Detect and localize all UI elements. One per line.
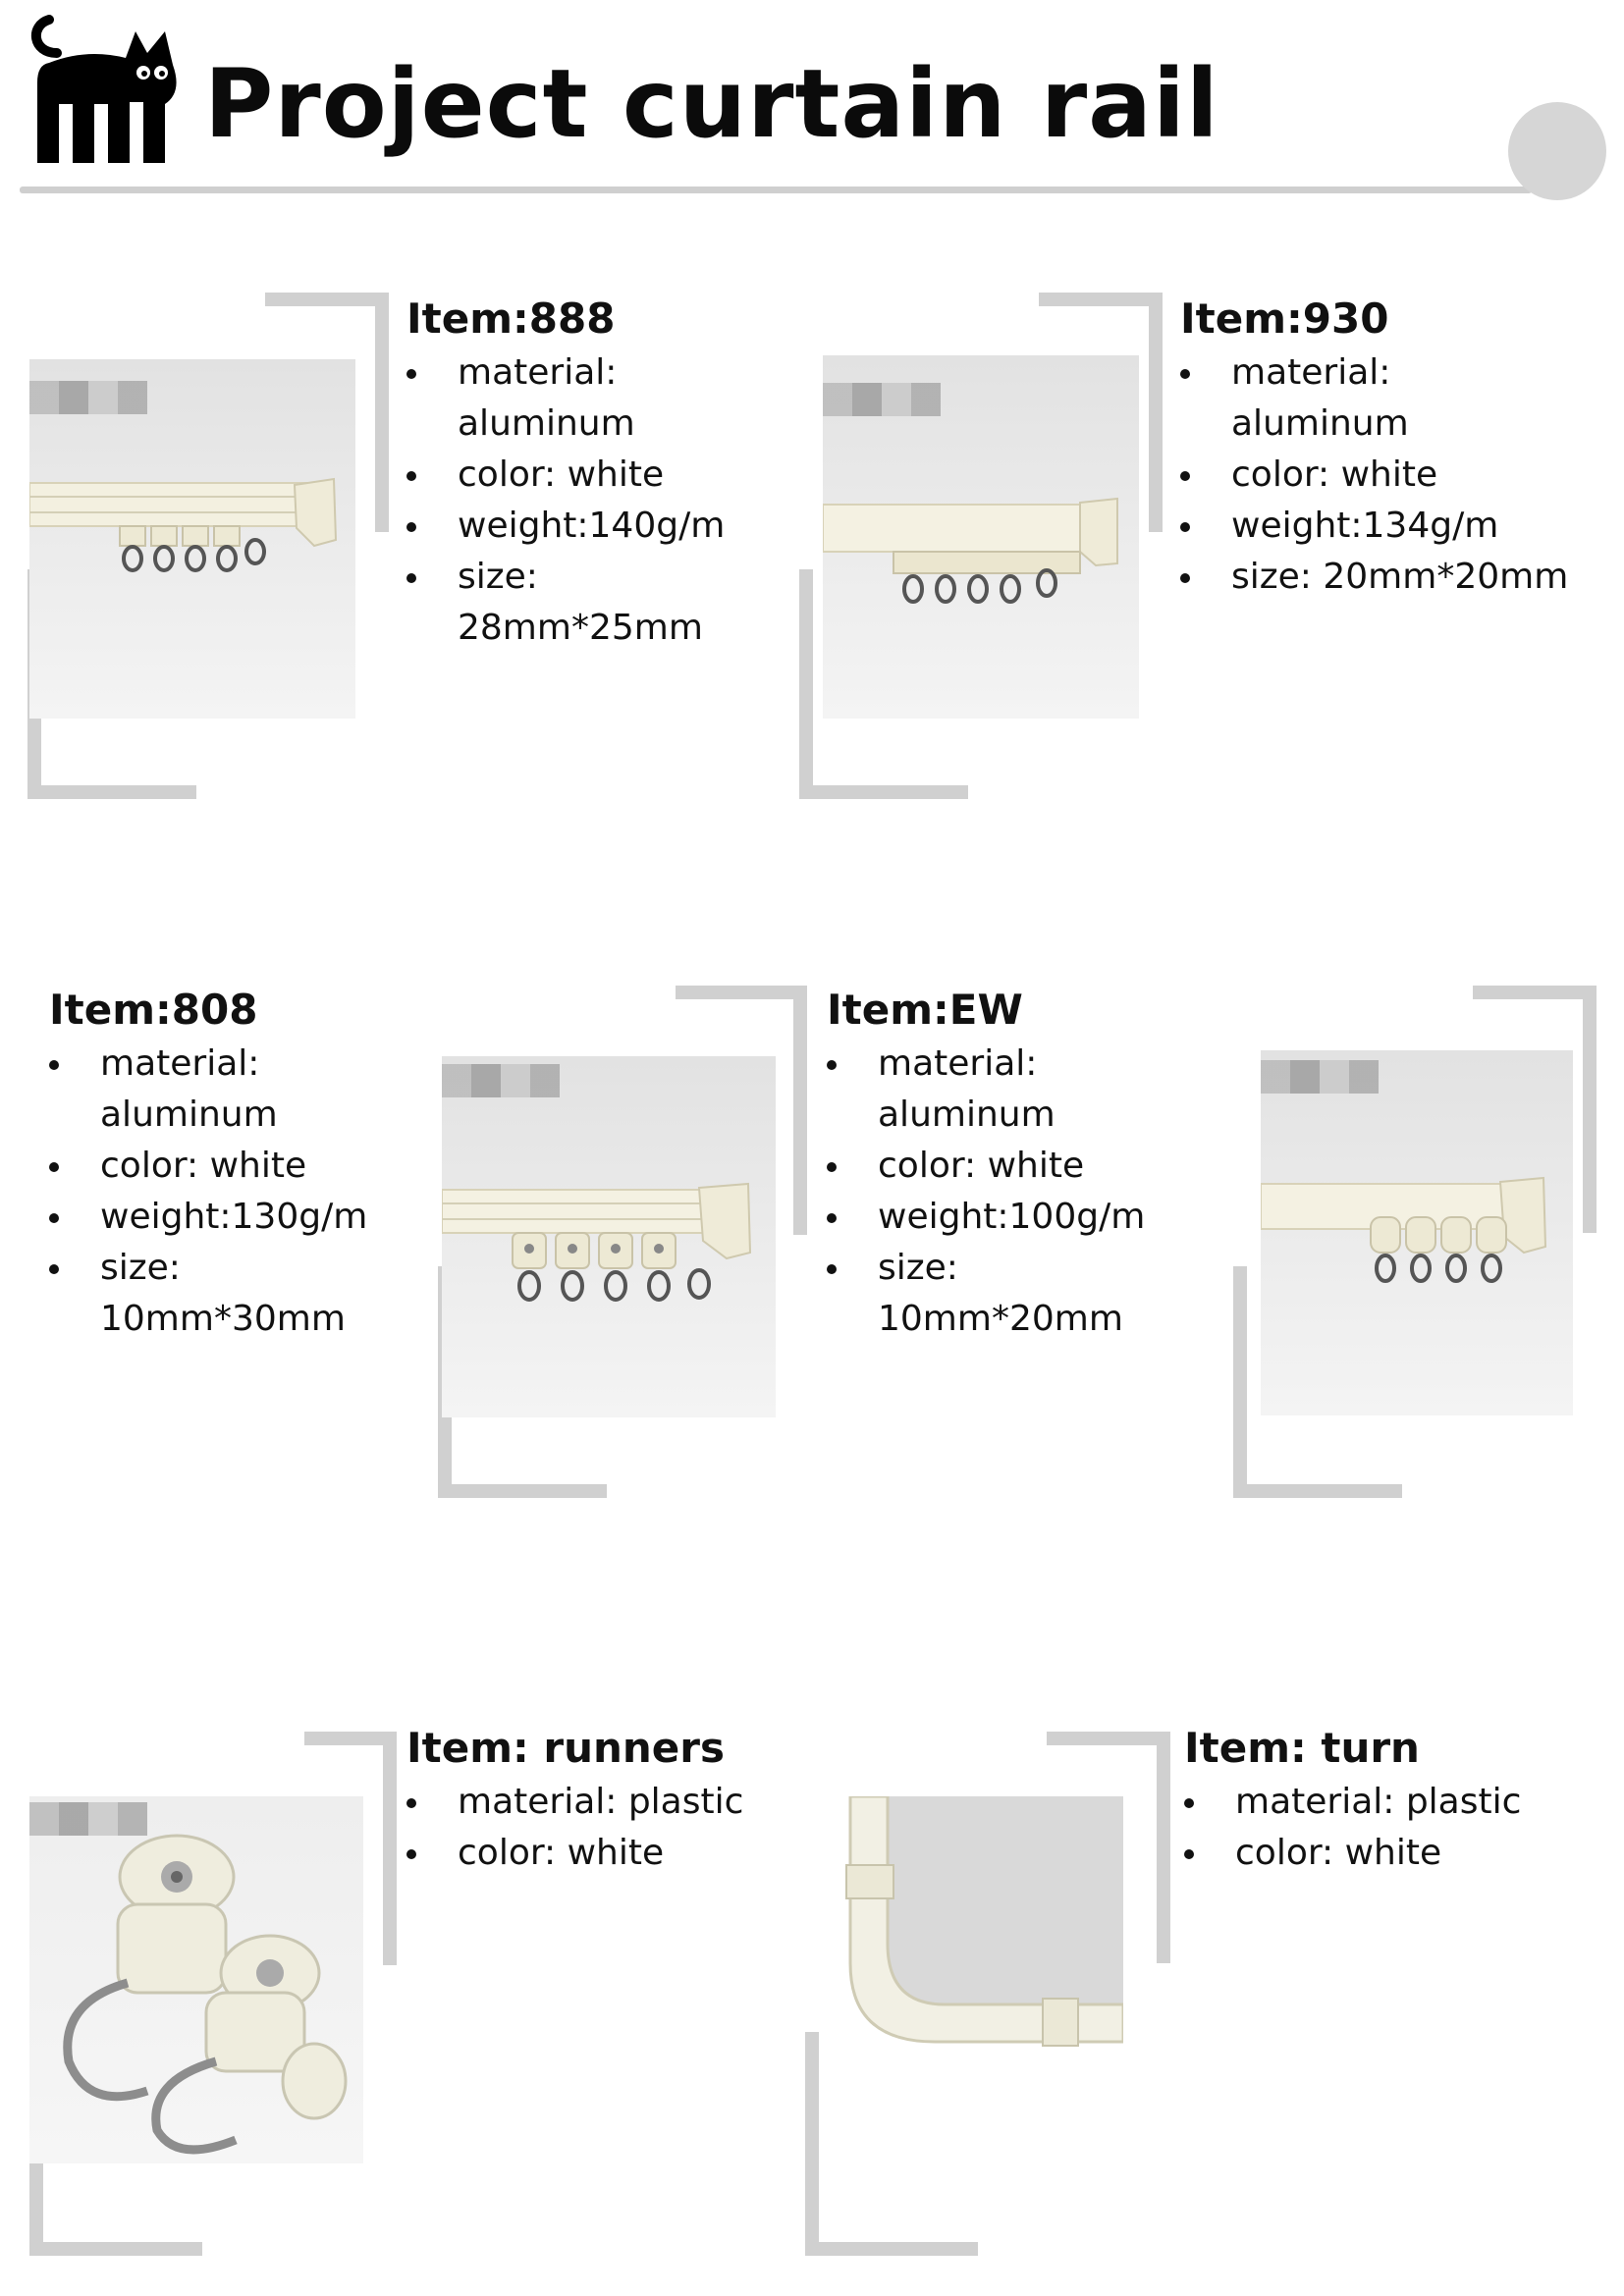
item-title: Item: turn — [1184, 1724, 1420, 1772]
spec-line: weight:100g/m — [827, 1192, 1200, 1243]
spec-line: color: white — [1184, 1828, 1597, 1879]
item-title: Item:EW — [827, 986, 1023, 1034]
spec-line: color: white — [406, 450, 760, 501]
spec-line: weight:130g/m — [49, 1192, 422, 1243]
spec-line-continued: aluminum — [1231, 403, 1409, 445]
spec-block-turn — [1184, 1724, 1597, 1879]
spec-line: material: — [406, 347, 760, 399]
item-title: Item:808 — [49, 986, 258, 1034]
spec-line: size: 20mm*20mm — [1180, 552, 1612, 603]
spec-line: size: — [49, 1243, 422, 1294]
spec-line-continued: 10mm*20mm — [878, 1299, 1123, 1340]
spec-line: size: — [827, 1243, 1200, 1294]
spec-line: material: — [49, 1039, 422, 1090]
spec-line: color: white — [827, 1141, 1200, 1192]
spec-line: material: plastic — [406, 1777, 819, 1828]
spec-line: material: — [1180, 347, 1612, 399]
spec-list — [1180, 347, 1612, 603]
item-title: Item: runners — [406, 1724, 725, 1772]
spec-list — [827, 1039, 1200, 1345]
spec-line: color: white — [1180, 450, 1612, 501]
item-title: Item:930 — [1180, 294, 1389, 343]
product-photo-ew — [1261, 1050, 1573, 1415]
spec-line-continued: 28mm*25mm — [458, 608, 703, 649]
spec-list — [406, 347, 760, 654]
product-photo-turn — [837, 1796, 1123, 2163]
spec-line: color: white — [49, 1141, 422, 1192]
spec-list — [406, 1777, 819, 1879]
page-title: Project curtain rail — [204, 49, 1219, 159]
product-photo-808 — [442, 1056, 776, 1417]
spec-line: weight:134g/m — [1180, 501, 1612, 552]
spec-line-continued: aluminum — [100, 1095, 278, 1136]
product-photo-888 — [29, 359, 355, 719]
spec-block-runners — [406, 1724, 819, 1879]
spec-line-continued: aluminum — [458, 403, 635, 445]
spec-line: weight:140g/m — [406, 501, 760, 552]
spec-line: color: white — [406, 1828, 819, 1879]
cat-logo-icon — [27, 14, 185, 171]
product-photo-runners — [29, 1796, 363, 2163]
spec-block-808 — [49, 986, 422, 1345]
title-circle-decoration — [1508, 102, 1606, 200]
spec-block-888 — [406, 294, 760, 654]
spec-line-continued: 10mm*30mm — [100, 1299, 346, 1340]
spec-line: material: plastic — [1184, 1777, 1597, 1828]
product-photo-930 — [823, 355, 1139, 719]
title-underline — [20, 187, 1532, 193]
spec-block-930 — [1180, 294, 1612, 603]
item-title: Item:888 — [406, 294, 616, 343]
spec-list — [1184, 1777, 1597, 1879]
spec-line: size: — [406, 552, 760, 603]
spec-line: material: — [827, 1039, 1200, 1090]
spec-list — [49, 1039, 422, 1345]
spec-block-ew — [827, 986, 1200, 1345]
spec-line-continued: aluminum — [878, 1095, 1056, 1136]
